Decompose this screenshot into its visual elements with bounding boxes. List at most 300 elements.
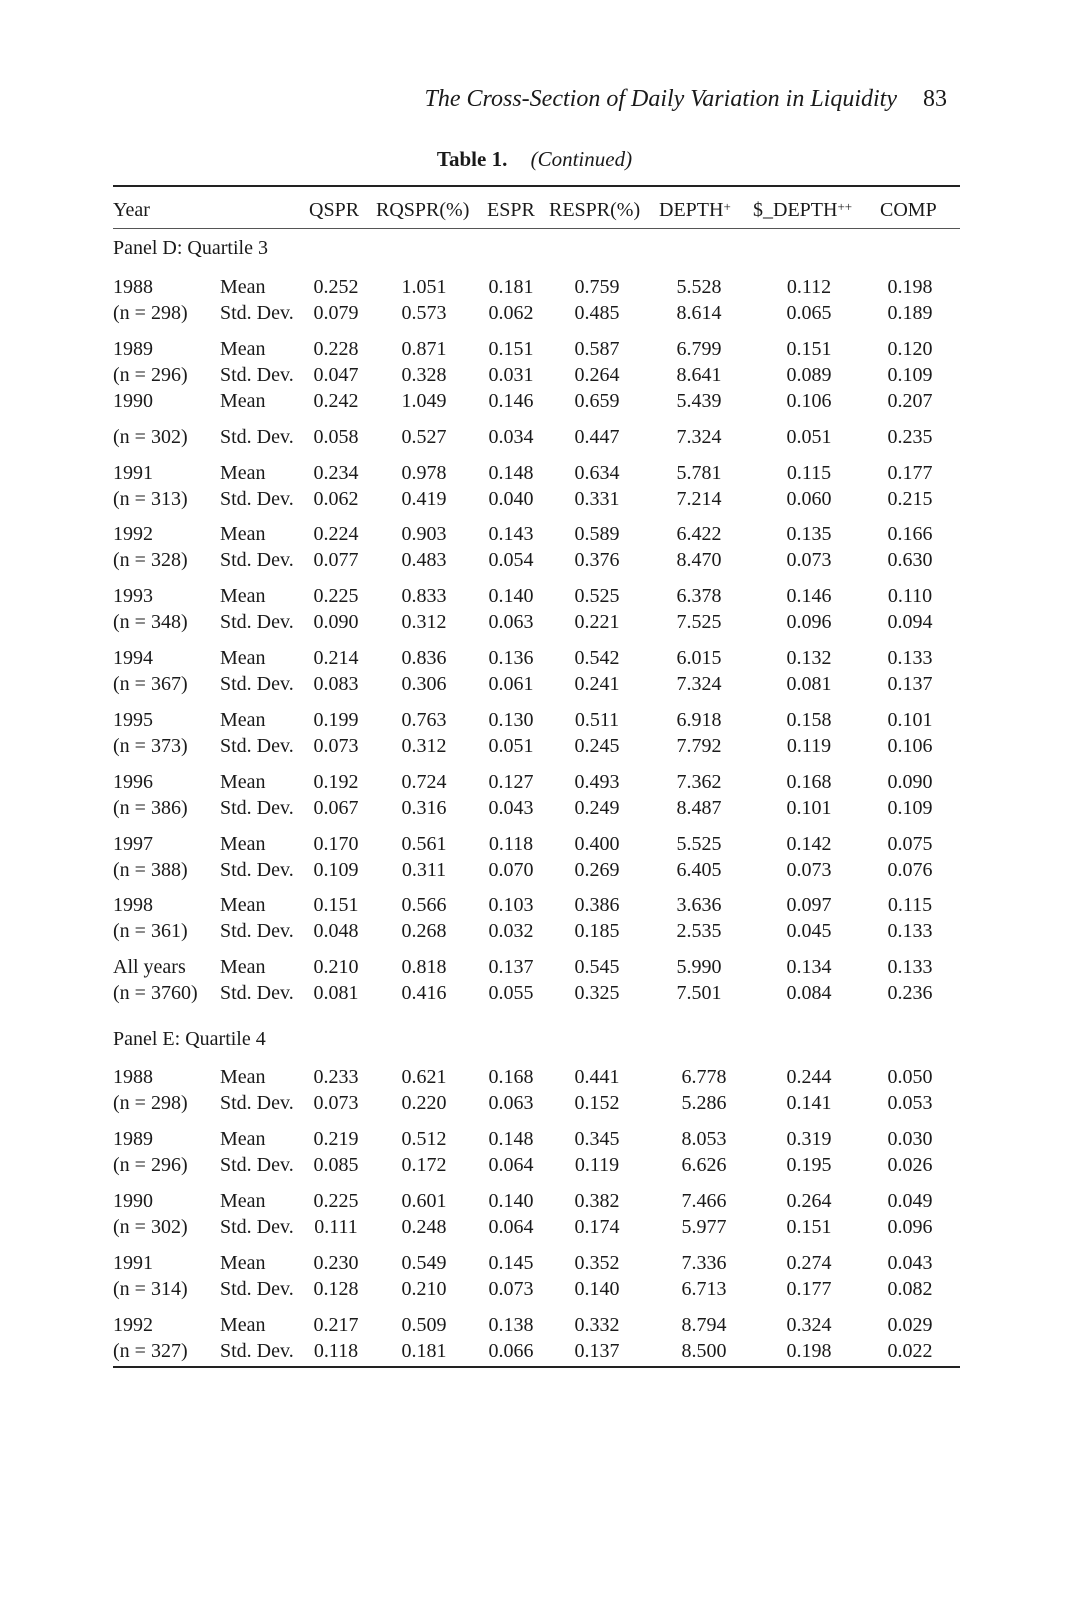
table-cell: 0.118 <box>488 833 534 855</box>
table-cell: 0.142 <box>786 833 832 855</box>
table-cell: 0.133 <box>887 920 933 942</box>
table-cell: 0.043 <box>887 1252 933 1274</box>
table-cell: 7.792 <box>676 735 722 757</box>
table-label: Table 1. <box>436 147 508 171</box>
page-number: 83 <box>923 86 947 112</box>
table-cell: 0.978 <box>401 462 447 484</box>
table-cell: 2.535 <box>676 920 722 942</box>
table-cell: 0.089 <box>786 364 832 386</box>
row-n: (n = 327) <box>113 1340 188 1362</box>
table-cell: 0.269 <box>574 859 620 881</box>
table-cell: 0.903 <box>401 523 447 545</box>
table-cell: 0.170 <box>313 833 359 855</box>
table-cell: 0.152 <box>574 1092 620 1114</box>
table-cell: 0.573 <box>401 302 447 324</box>
running-head <box>425 86 947 113</box>
table-cell: 0.073 <box>786 859 832 881</box>
table-cell: 0.234 <box>313 462 359 484</box>
table-cell: 0.220 <box>401 1092 447 1114</box>
row-stat-mean: Mean <box>220 771 266 793</box>
table-cell: 0.145 <box>488 1252 534 1274</box>
table-cell: 0.871 <box>401 338 447 360</box>
row-n: (n = 296) <box>113 1154 188 1176</box>
table-cell: 0.210 <box>313 956 359 978</box>
table-cell: 0.759 <box>574 276 620 298</box>
table-cell: 0.416 <box>401 982 447 1004</box>
table-cell: 0.031 <box>488 364 534 386</box>
row-year: 1996 <box>113 771 153 793</box>
table-cell: 0.151 <box>786 338 832 360</box>
table-cell: 7.214 <box>676 488 722 510</box>
table-cell: 0.601 <box>401 1190 447 1212</box>
table-cell: 0.067 <box>313 797 359 819</box>
table-cell: 0.106 <box>786 390 832 412</box>
panel-title: Panel D: Quartile 3 <box>113 237 268 259</box>
table-cell: 0.082 <box>887 1278 933 1300</box>
header-sdepth-label: $_DEPTH <box>753 199 838 221</box>
table-cell: 0.589 <box>574 523 620 545</box>
row-stat-sd: Std. Dev. <box>220 920 294 942</box>
row-n: (n = 298) <box>113 1092 188 1114</box>
table-cell: 0.132 <box>786 647 832 669</box>
row-stat-mean: Mean <box>220 1128 266 1150</box>
table-cell: 0.177 <box>786 1278 832 1300</box>
table-cell: 7.324 <box>676 673 722 695</box>
header-espr: ESPR <box>487 199 535 221</box>
table-cell: 0.137 <box>488 956 534 978</box>
table-cell: 0.230 <box>313 1252 359 1274</box>
panel-title: Panel E: Quartile 4 <box>113 1028 266 1050</box>
table-cell: 0.137 <box>887 673 933 695</box>
table-cell: 0.241 <box>574 673 620 695</box>
table-cell: 5.525 <box>676 833 722 855</box>
row-year: All years <box>113 956 186 978</box>
table-cell: 0.215 <box>887 488 933 510</box>
row-stat-mean: Mean <box>220 647 266 669</box>
table-cell: 0.324 <box>786 1314 832 1336</box>
row-stat-mean: Mean <box>220 338 266 360</box>
table-cell: 0.146 <box>786 585 832 607</box>
row-year: 1995 <box>113 709 153 731</box>
table-cell: 0.233 <box>313 1066 359 1088</box>
table-cell: 0.096 <box>887 1216 933 1238</box>
table-cell: 0.195 <box>786 1154 832 1176</box>
table-cell: 0.034 <box>488 426 534 448</box>
row-stat-mean: Mean <box>220 1066 266 1088</box>
table-cell: 0.151 <box>786 1216 832 1238</box>
table-cell: 0.048 <box>313 920 359 942</box>
table-cell: 0.053 <box>887 1092 933 1114</box>
table-cell: 8.500 <box>681 1340 727 1362</box>
table-cell: 0.119 <box>574 1154 620 1176</box>
row-n: (n = 386) <box>113 797 188 819</box>
table-cell: 0.151 <box>313 894 359 916</box>
row-stat-mean: Mean <box>220 390 266 412</box>
table-cell: 0.207 <box>887 390 933 412</box>
table-cell: 0.076 <box>887 859 933 881</box>
row-n: (n = 3760) <box>113 982 198 1004</box>
table-cell: 0.026 <box>887 1154 933 1176</box>
table-cell: 0.101 <box>887 709 933 731</box>
table-cell: 0.064 <box>488 1216 534 1238</box>
table-cell: 0.198 <box>887 276 933 298</box>
table-cell: 0.221 <box>574 611 620 633</box>
table-cell: 6.405 <box>676 859 722 881</box>
header-comp: COMP <box>880 199 937 221</box>
table-cell: 0.115 <box>887 894 933 916</box>
table-cell: 0.081 <box>786 673 832 695</box>
table-cell: 0.090 <box>887 771 933 793</box>
table-cell: 0.236 <box>887 982 933 1004</box>
table-cell: 0.101 <box>786 797 832 819</box>
table-cell: 0.181 <box>401 1340 447 1362</box>
row-year: 1990 <box>113 390 153 412</box>
table-cell: 0.210 <box>401 1278 447 1300</box>
table-cell: 0.509 <box>401 1314 447 1336</box>
table-cell: 0.148 <box>488 1128 534 1150</box>
table-cell: 0.177 <box>887 462 933 484</box>
header-sdepth-sup: ++ <box>837 199 853 214</box>
table-cell: 0.168 <box>786 771 832 793</box>
table-cell: 0.174 <box>574 1216 620 1238</box>
row-stat-mean: Mean <box>220 523 266 545</box>
row-stat-mean: Mean <box>220 956 266 978</box>
table-cell: 0.382 <box>574 1190 620 1212</box>
table-cell: 0.511 <box>574 709 620 731</box>
table-cell: 0.050 <box>887 1066 933 1088</box>
table-cell: 0.172 <box>401 1154 447 1176</box>
row-stat-mean: Mean <box>220 709 266 731</box>
table-cell: 0.168 <box>488 1066 534 1088</box>
table-cell: 0.111 <box>314 1216 358 1238</box>
table-cell: 8.641 <box>676 364 722 386</box>
row-n: (n = 361) <box>113 920 188 942</box>
table-cell: 0.199 <box>313 709 359 731</box>
table-cell: 0.133 <box>887 956 933 978</box>
table-cell: 0.064 <box>488 1154 534 1176</box>
row-stat-sd: Std. Dev. <box>220 1092 294 1114</box>
table-cell: 0.217 <box>313 1314 359 1336</box>
table-cell: 0.248 <box>401 1216 447 1238</box>
table-cell: 0.549 <box>401 1252 447 1274</box>
table-cell: 5.977 <box>681 1216 727 1238</box>
table-cell: 0.136 <box>488 647 534 669</box>
header-depth-sup: + <box>723 199 731 214</box>
table-cell: 0.128 <box>313 1278 359 1300</box>
table-cell: 0.045 <box>786 920 832 942</box>
table-cell: 0.836 <box>401 647 447 669</box>
table-cell: 0.316 <box>401 797 447 819</box>
row-n: (n = 367) <box>113 673 188 695</box>
table-cell: 0.127 <box>488 771 534 793</box>
table-cell: 6.799 <box>676 338 722 360</box>
table-cell: 0.135 <box>786 523 832 545</box>
table-cell: 6.015 <box>676 647 722 669</box>
table-cell: 0.073 <box>313 1092 359 1114</box>
table-cell: 0.085 <box>313 1154 359 1176</box>
table-cell: 5.439 <box>676 390 722 412</box>
table-cell: 0.075 <box>887 833 933 855</box>
table-cell: 0.245 <box>574 735 620 757</box>
table-cell: 0.084 <box>786 982 832 1004</box>
table-cell: 0.833 <box>401 585 447 607</box>
table-cell: 0.166 <box>887 523 933 545</box>
table-cell: 0.224 <box>313 523 359 545</box>
header-qspr: QSPR <box>309 199 360 221</box>
row-stat-sd: Std. Dev. <box>220 364 294 386</box>
table-cell: 0.030 <box>887 1128 933 1150</box>
row-n: (n = 328) <box>113 549 188 571</box>
row-n: (n = 296) <box>113 364 188 386</box>
row-stat-mean: Mean <box>220 1252 266 1274</box>
row-stat-sd: Std. Dev. <box>220 1154 294 1176</box>
table-cell: 8.794 <box>681 1314 727 1336</box>
table-cell: 0.325 <box>574 982 620 1004</box>
row-year: 1988 <box>113 1066 153 1088</box>
table-cell: 0.077 <box>313 549 359 571</box>
table-cell: 0.049 <box>887 1190 933 1212</box>
table-cell: 0.724 <box>401 771 447 793</box>
table-cell: 0.143 <box>488 523 534 545</box>
row-year: 1991 <box>113 1252 153 1274</box>
table-cell: 6.422 <box>676 523 722 545</box>
row-n: (n = 348) <box>113 611 188 633</box>
table-cell: 0.063 <box>488 1092 534 1114</box>
table-cell: 8.487 <box>676 797 722 819</box>
table-cell: 0.051 <box>786 426 832 448</box>
table-cell: 0.225 <box>313 585 359 607</box>
table-cell: 8.470 <box>676 549 722 571</box>
row-year: 1997 <box>113 833 153 855</box>
table-cell: 0.140 <box>488 1190 534 1212</box>
table-cell: 0.109 <box>887 797 933 819</box>
table-cell: 0.818 <box>401 956 447 978</box>
table-cell: 5.781 <box>676 462 722 484</box>
row-n: (n = 298) <box>113 302 188 324</box>
table-cell: 0.198 <box>786 1340 832 1362</box>
row-year: 1991 <box>113 462 153 484</box>
row-n: (n = 302) <box>113 1216 188 1238</box>
table-cell: 0.120 <box>887 338 933 360</box>
row-year: 1998 <box>113 894 153 916</box>
table-cell: 0.386 <box>574 894 620 916</box>
table-cell: 7.501 <box>676 982 722 1004</box>
table-cell: 0.252 <box>313 276 359 298</box>
row-year: 1989 <box>113 338 153 360</box>
table-cell: 0.512 <box>401 1128 447 1150</box>
table-cell: 0.249 <box>574 797 620 819</box>
running-head-title: The Cross-Section of Daily Variation in Liquidity <box>424 86 897 112</box>
table-cell: 0.140 <box>574 1278 620 1300</box>
table-cell: 0.659 <box>574 390 620 412</box>
table-cell: 0.621 <box>401 1066 447 1088</box>
table-cell: 0.525 <box>574 585 620 607</box>
table-cell: 6.918 <box>676 709 722 731</box>
table-cell: 0.137 <box>574 1340 620 1362</box>
header-rule <box>113 228 960 229</box>
table-cell: 0.097 <box>786 894 832 916</box>
table-cell: 0.040 <box>488 488 534 510</box>
table-cell: 0.312 <box>401 611 447 633</box>
table-cell: 0.545 <box>574 956 620 978</box>
row-stat-sd: Std. Dev. <box>220 611 294 633</box>
table-cell: 0.151 <box>488 338 534 360</box>
table-cell: 0.115 <box>786 462 832 484</box>
table-cell: 0.029 <box>887 1314 933 1336</box>
table-cell: 6.713 <box>681 1278 727 1300</box>
table-cell: 0.527 <box>401 426 447 448</box>
top-rule <box>113 185 960 187</box>
row-n: (n = 388) <box>113 859 188 881</box>
row-stat-mean: Mean <box>220 1190 266 1212</box>
table-cell: 0.138 <box>488 1314 534 1336</box>
row-stat-sd: Std. Dev. <box>220 859 294 881</box>
row-n: (n = 373) <box>113 735 188 757</box>
header-rqspr: RQSPR(%) <box>376 199 470 221</box>
table-cell: 0.312 <box>401 735 447 757</box>
table-cell: 1.051 <box>401 276 447 298</box>
table-cell: 6.778 <box>681 1066 727 1088</box>
table-cell: 6.626 <box>681 1154 727 1176</box>
header-depth <box>659 198 731 222</box>
table-cell: 0.441 <box>574 1066 620 1088</box>
table-cell: 0.054 <box>488 549 534 571</box>
table-cell: 0.566 <box>401 894 447 916</box>
row-year: 1990 <box>113 1190 153 1212</box>
table-cell: 0.134 <box>786 956 832 978</box>
table-cell: 0.306 <box>401 673 447 695</box>
row-stat-sd: Std. Dev. <box>220 797 294 819</box>
table-cell: 0.070 <box>488 859 534 881</box>
table-cell: 0.106 <box>887 735 933 757</box>
table-cell: 0.319 <box>786 1128 832 1150</box>
table-cell: 0.189 <box>887 302 933 324</box>
table-cell: 8.053 <box>681 1128 727 1150</box>
table-cell: 0.244 <box>786 1066 832 1088</box>
table-cell: 0.094 <box>887 611 933 633</box>
table-cell: 0.274 <box>786 1252 832 1274</box>
table-cell: 0.483 <box>401 549 447 571</box>
table-cell: 0.587 <box>574 338 620 360</box>
table-cell: 0.032 <box>488 920 534 942</box>
table-cell: 0.043 <box>488 797 534 819</box>
table-cell: 0.096 <box>786 611 832 633</box>
row-stat-sd: Std. Dev. <box>220 549 294 571</box>
table-cell: 6.378 <box>676 585 722 607</box>
table-cell: 0.119 <box>786 735 832 757</box>
header-year: Year <box>113 199 150 221</box>
table-cell: 0.109 <box>887 364 933 386</box>
row-stat-mean: Mean <box>220 894 266 916</box>
row-year: 1994 <box>113 647 153 669</box>
table-cell: 0.185 <box>574 920 620 942</box>
table-cell: 7.336 <box>681 1252 727 1274</box>
table-cell: 0.083 <box>313 673 359 695</box>
table-cell: 0.268 <box>401 920 447 942</box>
table-cell: 0.110 <box>887 585 933 607</box>
table-cell: 0.118 <box>313 1340 359 1362</box>
table-cell: 8.614 <box>676 302 722 324</box>
row-stat-sd: Std. Dev. <box>220 1340 294 1362</box>
row-stat-mean: Mean <box>220 585 266 607</box>
table-cell: 0.332 <box>574 1314 620 1336</box>
table-cell: 5.286 <box>681 1092 727 1114</box>
table-cell: 0.146 <box>488 390 534 412</box>
row-n: (n = 302) <box>113 426 188 448</box>
row-n: (n = 313) <box>113 488 188 510</box>
table-cell: 0.062 <box>313 488 359 510</box>
table-cell: 0.055 <box>488 982 534 1004</box>
table-cell: 0.158 <box>786 709 832 731</box>
row-stat-sd: Std. Dev. <box>220 488 294 510</box>
table-cell: 5.990 <box>676 956 722 978</box>
table-cell: 0.051 <box>488 735 534 757</box>
row-stat-sd: Std. Dev. <box>220 302 294 324</box>
table-cell: 0.352 <box>574 1252 620 1274</box>
table-cell: 0.561 <box>401 833 447 855</box>
table-cell: 0.060 <box>786 488 832 510</box>
table-cell: 0.073 <box>488 1278 534 1300</box>
table-cell: 0.063 <box>488 611 534 633</box>
table-cell: 0.763 <box>401 709 447 731</box>
table-cell: 0.022 <box>887 1340 933 1362</box>
table-cell: 0.331 <box>574 488 620 510</box>
table-cell: 0.073 <box>786 549 832 571</box>
table-cell: 0.062 <box>488 302 534 324</box>
table-cell: 0.181 <box>488 276 534 298</box>
table-cell: 0.066 <box>488 1340 534 1362</box>
table-cell: 0.493 <box>574 771 620 793</box>
table-cell: 7.362 <box>676 771 722 793</box>
table-caption <box>0 147 1069 172</box>
table-cell: 0.328 <box>401 364 447 386</box>
row-stat-sd: Std. Dev. <box>220 426 294 448</box>
header-depth-label: DEPTH <box>659 199 724 221</box>
table-cell: 0.214 <box>313 647 359 669</box>
header-sdepth <box>753 198 852 222</box>
bottom-rule <box>113 1366 960 1368</box>
table-cell: 0.419 <box>401 488 447 510</box>
row-stat-mean: Mean <box>220 1314 266 1336</box>
row-stat-sd: Std. Dev. <box>220 673 294 695</box>
table-cell: 0.103 <box>488 894 534 916</box>
table-cell: 0.133 <box>887 647 933 669</box>
row-year: 1989 <box>113 1128 153 1150</box>
table-cell: 0.219 <box>313 1128 359 1150</box>
table-cell: 0.090 <box>313 611 359 633</box>
table-cell: 0.264 <box>786 1190 832 1212</box>
table-cell: 0.058 <box>313 426 359 448</box>
row-n: (n = 314) <box>113 1278 188 1300</box>
table-cell: 0.264 <box>574 364 620 386</box>
row-year: 1988 <box>113 276 153 298</box>
table-cell: 7.525 <box>676 611 722 633</box>
table-continued: (Continued) <box>530 147 633 171</box>
table-cell: 0.376 <box>574 549 620 571</box>
header-respr: RESPR(%) <box>549 199 641 221</box>
table-cell: 0.225 <box>313 1190 359 1212</box>
table-cell: 0.073 <box>313 735 359 757</box>
table-cell: 5.528 <box>676 276 722 298</box>
table-cell: 0.345 <box>574 1128 620 1150</box>
table-cell: 7.466 <box>681 1190 727 1212</box>
table-cell: 0.311 <box>401 859 447 881</box>
row-stat-mean: Mean <box>220 462 266 484</box>
row-year: 1992 <box>113 1314 153 1336</box>
table-cell: 7.324 <box>676 426 722 448</box>
row-stat-sd: Std. Dev. <box>220 735 294 757</box>
table-cell: 0.112 <box>786 276 832 298</box>
